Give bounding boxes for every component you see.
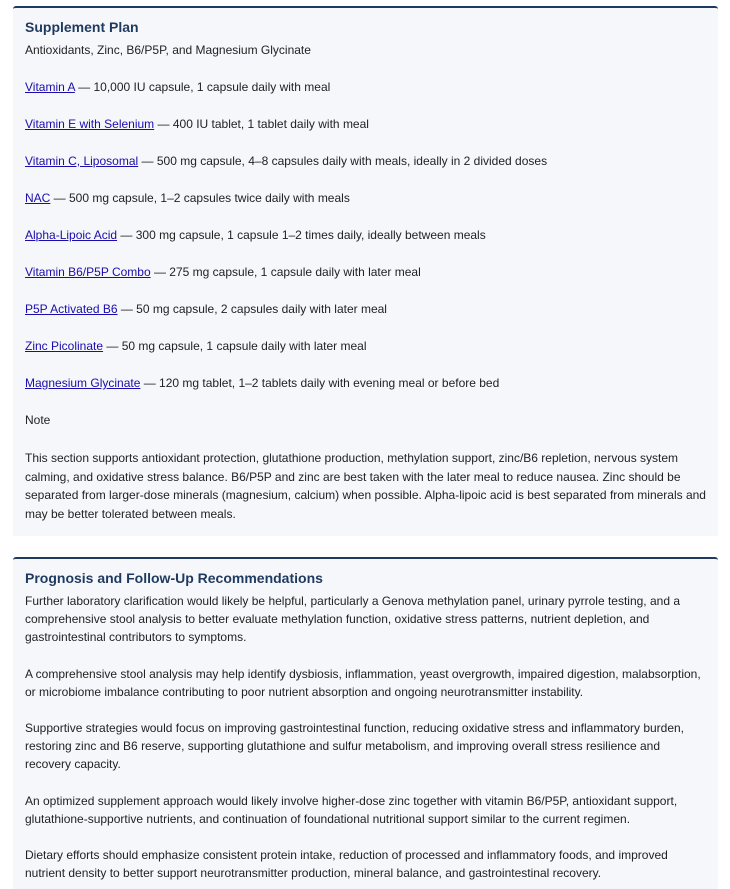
- supplement-item-vitamin-a: [25, 79, 706, 95]
- prognosis-paragraph: Dietary efforts should emphasize consistent protein intake, reduction of processed and inflammatory foods, and improved nutrient density to better support neurotransmitter production, mineral balance, and gastrointestinal recovery.: [25, 848, 668, 881]
- note-text: This section supports antioxidant protection, glutathione production, methylation support, zinc/B6 repletion, nervous system calming, and oxidative stress balance. B6/P5P and zinc are best taken with the later meal to reduce nausea. Zinc should be separated from larger-dose minerals (magnesium, calcium) when possible. Alpha-lipoic acid is best separated from minerals and may be better tolerated between meals.: [25, 451, 706, 521]
- prognosis-paragraph: Further laboratory clarification would likely be helpful, particularly a Genova methylation panel, urinary pyrrole testing, and a comprehensive stool analysis to better evaluate methylation function, oxidative stress patterns, nutrient depletion, and gastrointestinal contributors to symptoms.: [25, 594, 681, 645]
- supplement-item-alpha-lipoic-acid: [25, 227, 706, 243]
- supplement-details: — 400 IU tablet, 1 tablet daily with meal: [154, 117, 369, 131]
- supplement-link-b6-p5p-combo[interactable]: Vitamin B6/P5P Combo: [25, 265, 151, 279]
- supplement-item-magnesium-glycinate: [25, 375, 706, 391]
- supplement-link-p5p-activated-b6[interactable]: P5P Activated B6: [25, 302, 118, 316]
- supplement-details: — 275 mg capsule, 1 capsule daily with later meal: [150, 265, 421, 279]
- supplement-link-vitamin-e[interactable]: Vitamin E with Selenium: [25, 117, 155, 131]
- supplement-link-nac[interactable]: NAC: [25, 191, 51, 205]
- supplement-link-alpha-lipoic-acid[interactable]: Alpha-Lipoic Acid: [25, 228, 118, 242]
- supplement-details: — 300 mg capsule, 1 capsule 1–2 times daily, ideally between meals: [117, 228, 486, 242]
- supplement-item-zinc-picolinate: [25, 338, 706, 354]
- supplement-plan-subtitle: Antioxidants, Zinc, B6/P5P, and Magnesium Glycinate: [25, 43, 311, 57]
- supplement-details: — 120 mg tablet, 1–2 tablets daily with evening meal or before bed: [140, 376, 500, 390]
- supplement-item-p5p-activated-b6: [25, 301, 706, 317]
- supplement-item-b6-p5p-combo: [25, 264, 706, 280]
- prognosis-title: Prognosis and Follow-Up Recommendations: [25, 570, 323, 586]
- supplement-plan-card: [13, 6, 718, 536]
- supplement-item-vitamin-e: [25, 116, 706, 132]
- supplement-item-nac: [25, 190, 706, 206]
- supplement-link-zinc-picolinate[interactable]: Zinc Picolinate: [25, 339, 104, 353]
- supplement-details: — 50 mg capsule, 2 capsules daily with later meal: [117, 302, 387, 316]
- supplement-details: — 50 mg capsule, 1 capsule daily with later meal: [103, 339, 367, 353]
- supplement-plan-title: Supplement Plan: [25, 19, 139, 35]
- note-label: Note: [25, 413, 51, 427]
- prognosis-paragraph: An optimized supplement approach would likely involve higher-dose zinc together with vitamin B6/P5P, antioxidant support, glutathione-supportive nutrients, and continuation of foundational nutritional support similar to the current regimen.: [25, 793, 678, 826]
- supplement-link-magnesium-glycinate[interactable]: Magnesium Glycinate: [25, 376, 141, 390]
- supplement-link-vitamin-a[interactable]: Vitamin A: [25, 80, 75, 94]
- supplement-item-vitamin-c: [25, 153, 706, 169]
- supplement-details: — 500 mg capsule, 1–2 capsules twice daily with meals: [50, 191, 350, 205]
- prognosis-card: [13, 557, 718, 889]
- supplement-details: — 500 mg capsule, 4–8 capsules daily with meals, ideally in 2 divided doses: [138, 154, 548, 168]
- prognosis-paragraph: Supportive strategies would focus on improving gastrointestinal function, reducing oxidative stress and inflammatory burden, restoring zinc and B6 reserve, supporting glutathione and sulfur metabolism, and improving overall stress resilience and recovery capacity.: [25, 721, 685, 772]
- supplement-details: — 10,000 IU capsule, 1 capsule daily with meal: [74, 80, 331, 94]
- supplement-link-vitamin-c[interactable]: Vitamin C, Liposomal: [25, 154, 139, 168]
- prognosis-paragraph: A comprehensive stool analysis may help identify dysbiosis, inflammation, yeast overgrowth, impaired digestion, malabsorption, or microbiome imbalance contributing to poor nutrient absorption and ongoing neurotransmitter instability.: [25, 666, 701, 699]
